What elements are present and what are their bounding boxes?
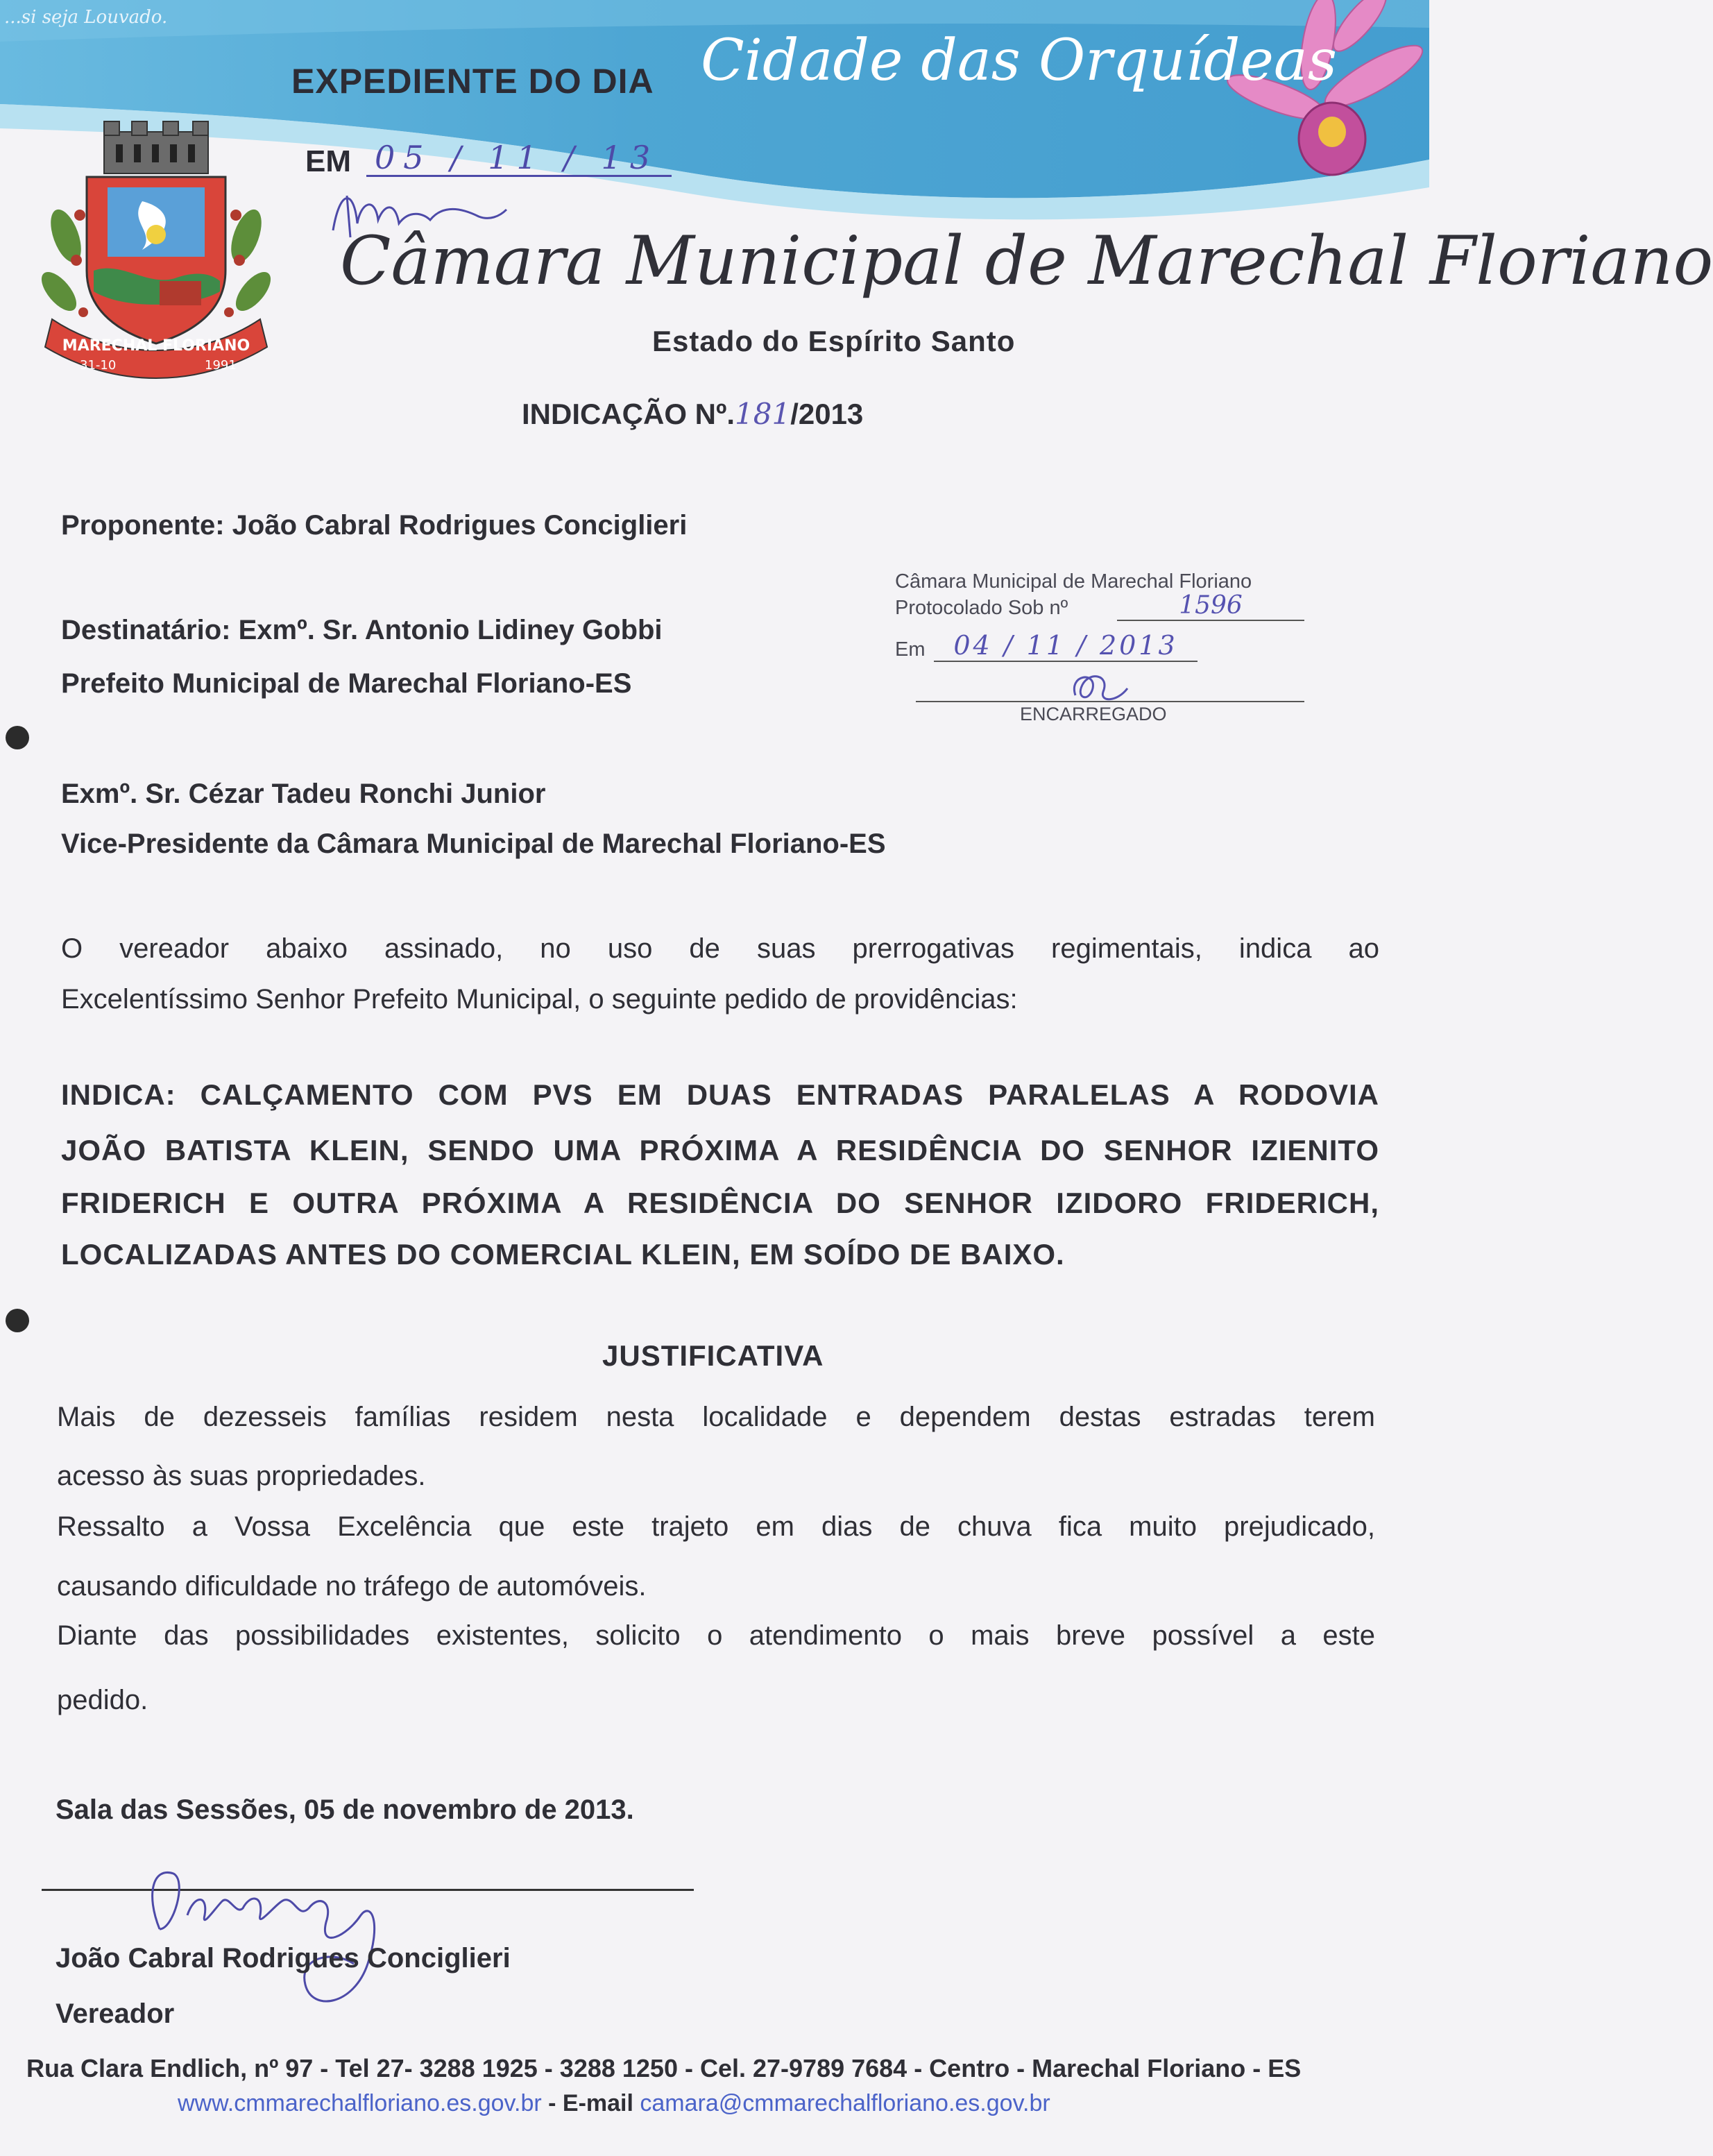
signer-name: João Cabral Rodrigues Conciglieri: [56, 1943, 511, 1973]
footer-website-link[interactable]: www.cmmarechalfloriano.es.gov.br: [178, 2090, 542, 2116]
justificativa-line: Mais de dezesseis famílias residem nesta localidade e dependem destas estradas terem: [57, 1402, 1375, 1432]
justificativa-line: acesso às suas propriedades.: [57, 1461, 426, 1491]
expediente-label: EXPEDIENTE DO DIA: [291, 62, 654, 101]
city-tagline: Cidade das Orquídeas: [701, 28, 1337, 94]
municipal-crest: [38, 111, 274, 389]
title-label: INDICAÇÃO Nº.: [522, 398, 735, 430]
footer-address: Rua Clara Endlich, nº 97 - Tel 27- 3288 1925 - 3288 1250 - Cel. 27-9789 7684 - Centro - Marechal Floriano - ES: [26, 2054, 1302, 2082]
binder-hole: [6, 726, 29, 749]
protocol-stamp: [895, 570, 1311, 730]
crest-ribbon-text: MARECHAL FLORIANO: [62, 337, 250, 355]
justificativa-line: Ressalto a Vossa Excelência que este trajeto em dias de chuva fica muito prejudicado,: [57, 1511, 1375, 1542]
em-label: EM: [305, 144, 351, 178]
stamp-encarregado: ENCARREGADO: [1020, 704, 1167, 724]
indica-line: INDICA: CALÇAMENTO COM PVS EM DUAS ENTRADAS PARALELAS A RODOVIA: [61, 1078, 1379, 1111]
stamp-title: Câmara Municipal de Marechal Floriano: [895, 570, 1252, 593]
recipient-line-1: Destinatário: Exmº. Sr. Antonio Lidiney Gobbi: [61, 615, 663, 645]
indica-line: FRIDERICH E OUTRA PRÓXIMA A RESIDÊNCIA DO SENHOR IZIDORO FRIDERICH,: [61, 1187, 1379, 1219]
proponent-line: Proponente: João Cabral Rodrigues Conciglieri: [61, 510, 688, 541]
state-name: Estado do Espírito Santo: [652, 325, 1016, 357]
intro-line: O vereador abaixo assinado, no uso de suas prerrogativas regimentais, indica ao: [61, 933, 1379, 964]
justificativa-line: Diante das possibilidades existentes, solicito o atendimento o mais breve possível a este: [57, 1620, 1375, 1651]
stamp-date: 04 / 11 / 2013: [934, 630, 1198, 662]
justificativa-line: causando dificuldade no tráfego de automóveis.: [57, 1571, 647, 1602]
chamber-name: Câmara Municipal de Marechal Floriano: [340, 222, 1713, 300]
place-date: Sala das Sessões, 05 de novembro de 2013.: [56, 1794, 634, 1825]
document-year: /2013: [790, 398, 864, 430]
crest-date-right: 1991: [205, 358, 237, 373]
em-underline: [366, 175, 672, 177]
justificativa-line: pedido.: [57, 1685, 148, 1715]
indica-line: JOÃO BATISTA KLEIN, SENDO UMA PRÓXIMA A RESIDÊNCIA DO SENHOR IZIENITO: [61, 1134, 1379, 1166]
stamp-initials: [1062, 668, 1145, 709]
expediente-date: 05 / 11 / 13: [375, 139, 659, 176]
recipient2-line-1: Exmº. Sr. Cézar Tadeu Ronchi Junior: [61, 779, 546, 809]
binder-hole: [6, 1309, 29, 1332]
footer-email-link[interactable]: camara@cmmarechalfloriano.es.gov.br: [640, 2090, 1050, 2116]
footer-contact: [178, 2090, 1050, 2117]
crest-date-left: 31-10: [80, 358, 117, 373]
signer-role: Vereador: [56, 1998, 175, 2029]
corner-motto: ...si seja Louvado.: [4, 7, 168, 28]
recipient-line-2: Prefeito Municipal de Marechal Floriano-ES: [61, 668, 632, 699]
document-number: 181: [735, 397, 791, 431]
footer-email-label: - E-mail: [541, 2090, 640, 2116]
document-title: [522, 397, 863, 431]
justificativa-title: JUSTIFICATIVA: [602, 1339, 824, 1372]
stamp-protocol-label: Protocolado Sob nº: [895, 597, 1068, 619]
stamp-protocol-number: 1596: [1117, 591, 1304, 621]
recipient2-line-2: Vice-Presidente da Câmara Municipal de Marechal Floriano-ES: [61, 829, 886, 859]
stamp-signature-line: [916, 701, 1304, 702]
indica-line: LOCALIZADAS ANTES DO COMERCIAL KLEIN, EM SOÍDO DE BAIXO.: [61, 1238, 1065, 1271]
stamp-em-label: Em: [895, 638, 926, 661]
intro-line: Excelentíssimo Senhor Prefeito Municipal, o seguinte pedido de providências:: [61, 984, 1018, 1015]
